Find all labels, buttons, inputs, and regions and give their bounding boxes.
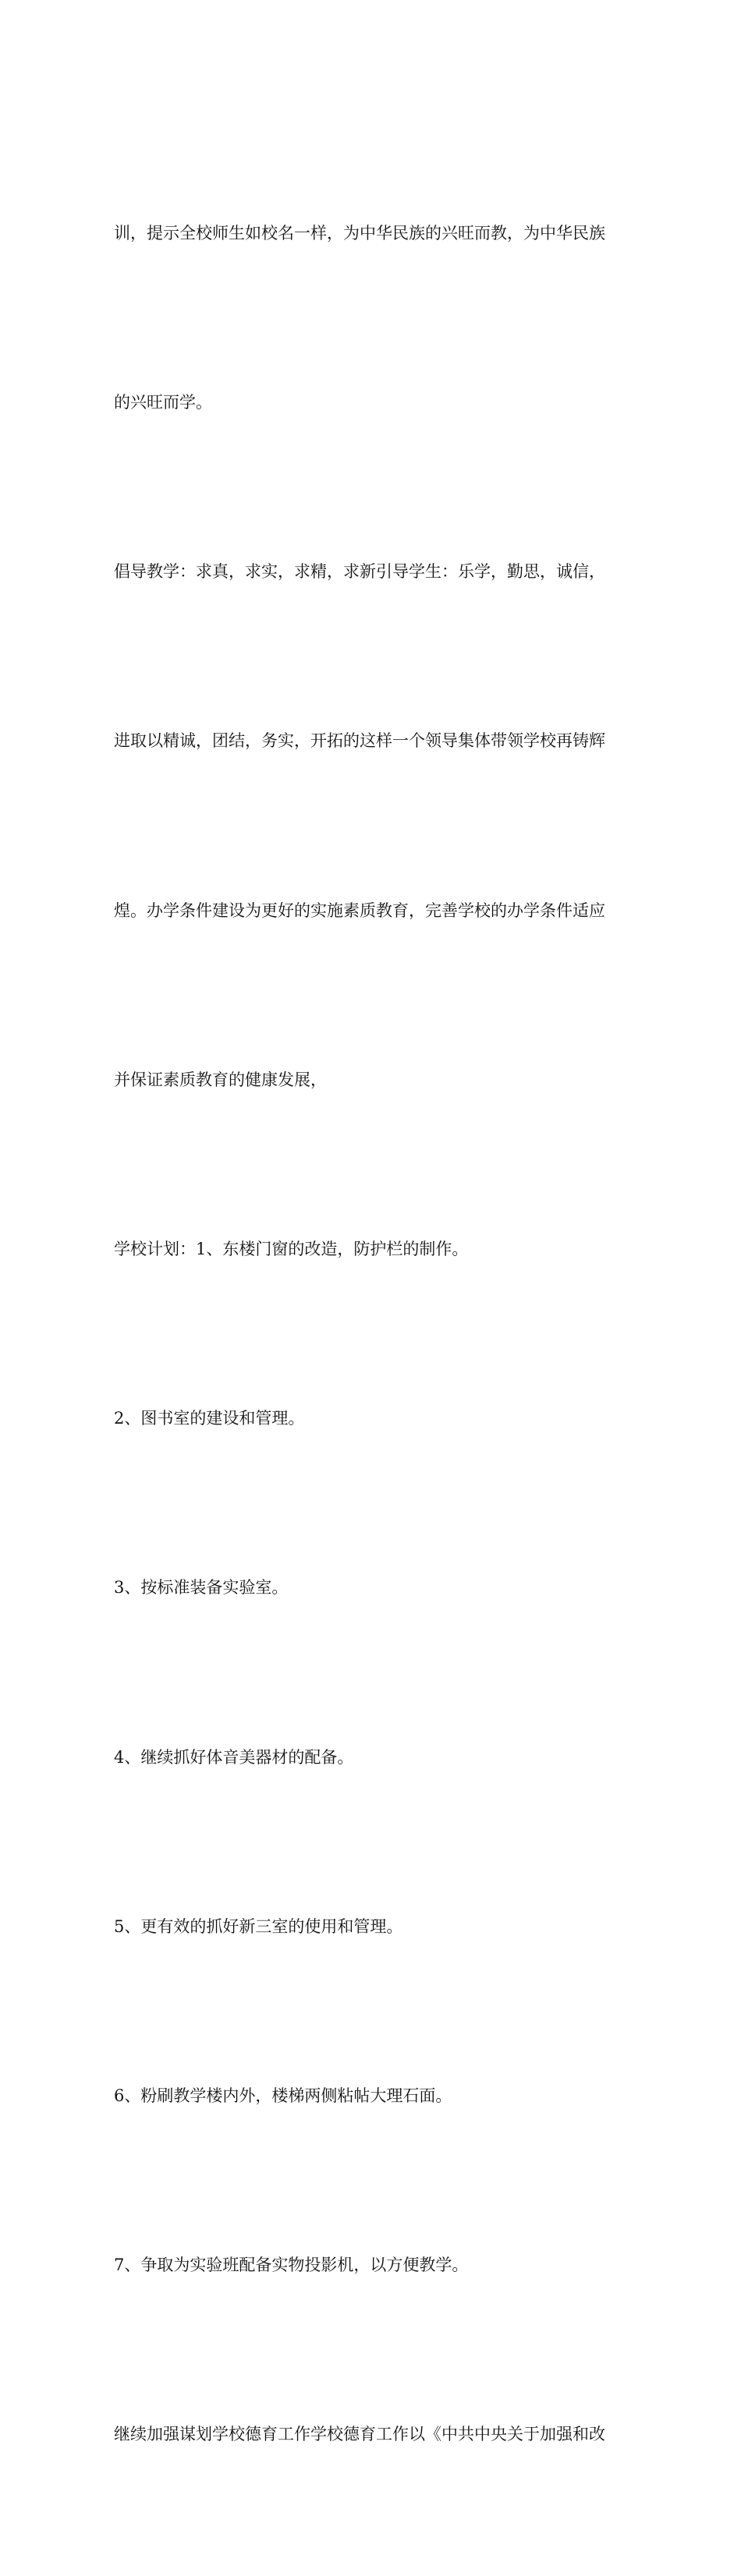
- text-line: 并保证素质教育的健康发展，: [114, 1070, 327, 1089]
- text-line: 7、争取为实验班配备实物投影机，以方便教学。: [114, 2256, 469, 2275]
- text-line: 3、按标准装备实验室。: [114, 1578, 289, 1598]
- text-line: 学校计划：1、东楼门窗的改造，防护栏的制作。: [114, 1240, 469, 1259]
- text-line: 继续加强谋划学校德育工作学校德育工作以《中共中央关于加强和改: [114, 2425, 605, 2444]
- text-line: 倡导教学：求真，求实，求精，求新引导学生：乐学，勤思，诚信，: [114, 562, 605, 582]
- text-line: 煌。办学条件建设为更好的实施素质教育，完善学校的办学条件适应: [114, 901, 605, 920]
- text-line: 6、粉刷教学楼内外，楼梯两侧粘帖大理石面。: [114, 2086, 452, 2106]
- text-line: 5、更有效的抓好新三室的使用和管理。: [114, 1916, 403, 1936]
- text-line: 2、图书室的建设和管理。: [114, 1409, 305, 1428]
- document-body: [114, 92, 629, 2576]
- text-line: 训，提示全校师生如校名一样，为中华民族的兴旺而教，为中华民族: [114, 223, 605, 242]
- text-line: 的兴旺而学。: [114, 393, 212, 412]
- text-line: 进取以精诚，团结，务实，开拓的这样一个领导集体带领学校再铸辉: [114, 731, 605, 751]
- text-line: 4、继续抓好体音美器材的配备。: [114, 1747, 354, 1767]
